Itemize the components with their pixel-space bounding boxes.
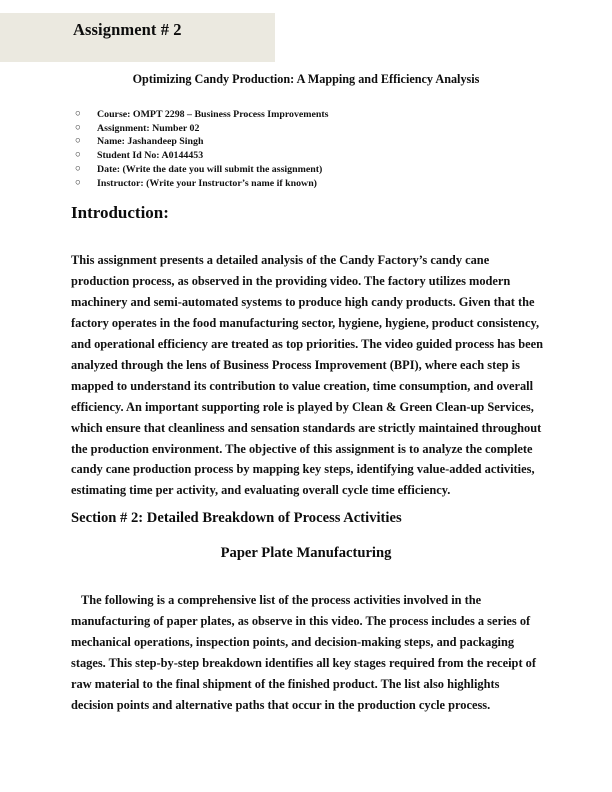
document-title: Optimizing Candy Production: A Mapping and Efficiency Analysis [132,72,480,86]
bullet-circle-icon: ○ [75,163,81,174]
bullet-circle-icon: ○ [75,136,81,147]
bold-term-clean-green: Clean & Green Clean-up Services, [351,399,534,414]
paragraph-text-segment: where each step is mapped to understand its contribution to value creation, time consumption, and overall efficiency. An important supporting role is played by [71,357,534,414]
meta-item-label: Student Id No: A0144453 [97,150,204,162]
introduction-heading: Introduction: [71,203,169,222]
bullet-circle-icon: ○ [75,109,81,119]
section-two-paragraph: The following is a comprehensive list of the process activities involved in the manufacturing of paper plates, as observe in this video. The process includes a series of mechanical operations, inspection points, and decision-making steps, and packaging stages. This step-by-step breakdown identifies all key stages required from the receipt of raw material to the final shipment of the finished product. The list also highlights decision points and alternative paths that occur in the production cycle process. [71,593,536,712]
list-item [71,177,541,191]
introduction-paragraph [71,250,543,501]
list-item [71,135,541,149]
paragraph-text-segment: which ensure that cleanliness and sensation standards are strictly maintained throughout the production environment. The objective of this assignment is to analyze the complete candy cane production process by mapping key steps, identifying value-added activities, estimating time per activity, and evaluating overall cycle time efficiency. [71,420,542,498]
meta-item-label: Instructor: (Write your Instructor’s name if known) [97,177,317,189]
bullet-circle-icon: ○ [75,150,81,161]
bold-term-bpi: Business Process Improvement (BPI), [223,357,422,372]
list-item [71,163,541,177]
bullet-circle-icon: ○ [75,177,81,188]
assignment-meta-list [71,108,541,190]
section-two-heading: Section # 2: Detailed Breakdown of Process Activities [71,510,402,526]
meta-item-label: Date: (Write the date you will submit the assignment) [97,163,323,175]
meta-item-label: Assignment: Number 02 [97,122,200,134]
assignment-title: Assignment # 2 [73,20,182,39]
list-item [71,149,541,163]
section-two-subheading: Paper Plate Manufacturing [220,545,392,561]
list-item [71,122,541,136]
meta-item-label: Course: OMPT 2298 – Business Process Improvements [97,109,329,120]
paragraph-text-segment: This assignment presents a detailed analysis of the Candy Factory’s candy cane production process, as observed in the providing video. The factory utilizes modern machinery and semi-automated systems to produce high candy products. Given that the factory operates in the food manufacturing sector, hygiene, hygiene, product consistency, and operational efficiency are treated as top priorities. The video guided process has been analyzed through the lens of [71,253,543,372]
meta-item-label: Name: Jashandeep Singh [97,136,204,148]
list-item [71,108,541,122]
bullet-circle-icon: ○ [75,122,81,133]
